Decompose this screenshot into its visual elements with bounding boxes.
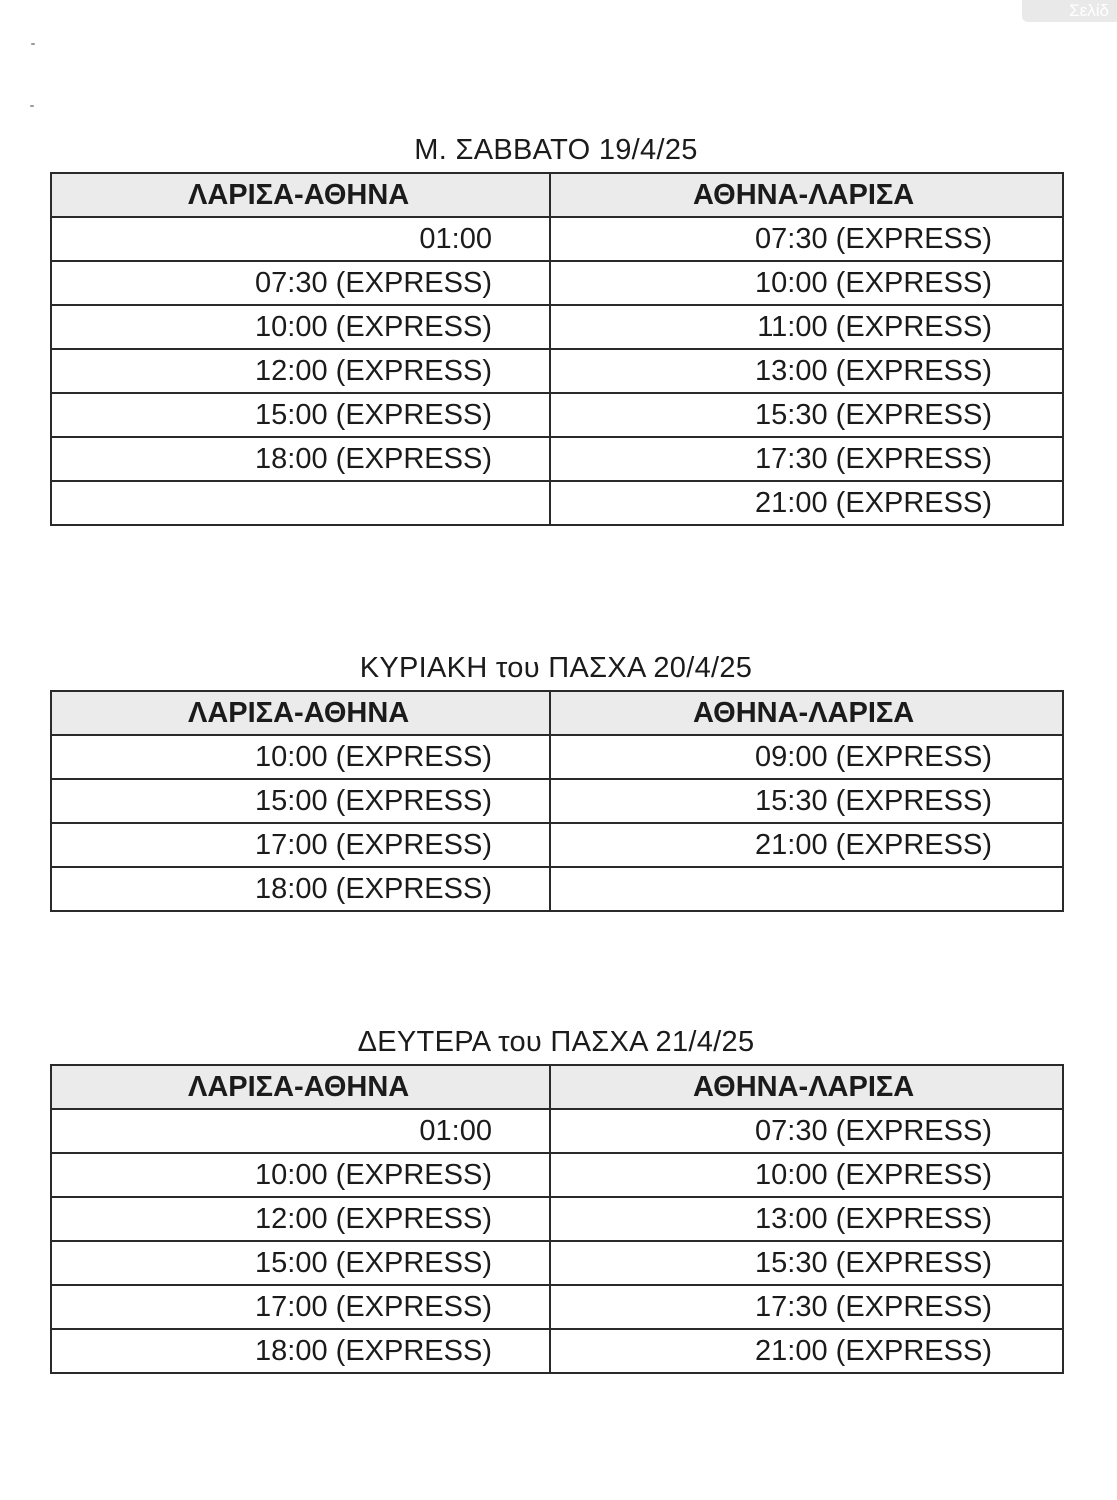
departure-cell: 15:30 (EXPRESS) [550,1241,1063,1285]
day-section-easter-sunday [50,646,1062,912]
departure-cell: 17:00 (EXPRESS) [51,823,550,867]
departure-cell: 12:00 (EXPRESS) [51,349,550,393]
schedule-table [50,690,1064,912]
column-header-athens-larisa: ΑΘΗΝΑ-ΛΑΡΙΣΑ [550,1065,1063,1109]
departure-cell: 11:00 (EXPRESS) [550,305,1063,349]
schedule-table [50,172,1064,526]
departure-cell: 15:00 (EXPRESS) [51,393,550,437]
departure-cell: 10:00 (EXPRESS) [550,261,1063,305]
schedule-table [50,1064,1064,1374]
departure-cell: 07:30 (EXPRESS) [550,217,1063,261]
table-row [51,393,1063,437]
day-title: ΚΥΡΙΑΚΗ του ΠΑΣΧΑ 20/4/25 [359,652,753,684]
day-title: Μ. ΣΑΒΒΑΤΟ 19/4/25 [414,134,698,166]
day-title: ΔΕΥΤΕΡΑ του ΠΑΣΧΑ 21/4/25 [357,1026,755,1058]
departure-cell: 07:30 (EXPRESS) [550,1109,1063,1153]
table-row [51,437,1063,481]
departure-cell: 13:00 (EXPRESS) [550,349,1063,393]
departure-cell: 10:00 (EXPRESS) [51,305,550,349]
departure-cell: 13:00 (EXPRESS) [550,1197,1063,1241]
departure-cell [550,867,1063,911]
departure-cell [51,481,550,525]
table-row [51,1329,1063,1373]
table-row [51,779,1063,823]
table-header-row [51,173,1063,217]
table-row [51,217,1063,261]
table-header-row [51,691,1063,735]
departure-cell: 12:00 (EXPRESS) [51,1197,550,1241]
table-row [51,305,1063,349]
departure-cell: 15:30 (EXPRESS) [550,779,1063,823]
departure-cell: 01:00 [51,1109,550,1153]
departure-cell: 17:30 (EXPRESS) [550,1285,1063,1329]
scan-speck [30,105,34,107]
table-header-row [51,1065,1063,1109]
column-header-athens-larisa: ΑΘΗΝΑ-ΛΑΡΙΣΑ [550,691,1063,735]
departure-cell: 15:00 (EXPRESS) [51,1241,550,1285]
departure-cell: 18:00 (EXPRESS) [51,437,550,481]
departure-cell: 07:30 (EXPRESS) [51,261,550,305]
departure-cell: 21:00 (EXPRESS) [550,1329,1063,1373]
column-header-larisa-athens: ΛΑΡΙΣΑ-ΑΘΗΝΑ [51,1065,550,1109]
departure-cell: 10:00 (EXPRESS) [51,735,550,779]
table-row [51,1241,1063,1285]
day-section-easter-monday [50,1020,1062,1374]
departure-cell: 10:00 (EXPRESS) [51,1153,550,1197]
table-row [51,349,1063,393]
table-row [51,261,1063,305]
departure-cell: 17:00 (EXPRESS) [51,1285,550,1329]
departure-cell: 17:30 (EXPRESS) [550,437,1063,481]
table-row [51,1197,1063,1241]
column-header-larisa-athens: ΛΑΡΙΣΑ-ΑΘΗΝΑ [51,173,550,217]
column-header-athens-larisa: ΑΘΗΝΑ-ΛΑΡΙΣΑ [550,173,1063,217]
departure-cell: 18:00 (EXPRESS) [51,1329,550,1373]
table-row [51,481,1063,525]
departure-cell: 15:30 (EXPRESS) [550,393,1063,437]
table-row [51,1153,1063,1197]
departure-cell: 21:00 (EXPRESS) [550,823,1063,867]
departure-cell: 09:00 (EXPRESS) [550,735,1063,779]
departure-cell: 18:00 (EXPRESS) [51,867,550,911]
table-row [51,1285,1063,1329]
departure-cell: 21:00 (EXPRESS) [550,481,1063,525]
column-header-larisa-athens: ΛΑΡΙΣΑ-ΑΘΗΝΑ [51,691,550,735]
departure-cell: 15:00 (EXPRESS) [51,779,550,823]
table-row [51,823,1063,867]
departure-cell: 10:00 (EXPRESS) [550,1153,1063,1197]
table-row [51,1109,1063,1153]
scan-speck [31,43,35,45]
departure-cell: 01:00 [51,217,550,261]
page-label-tag: Σελίδ [1022,0,1117,22]
table-row [51,867,1063,911]
table-row [51,735,1063,779]
day-section-saturday [50,128,1062,526]
